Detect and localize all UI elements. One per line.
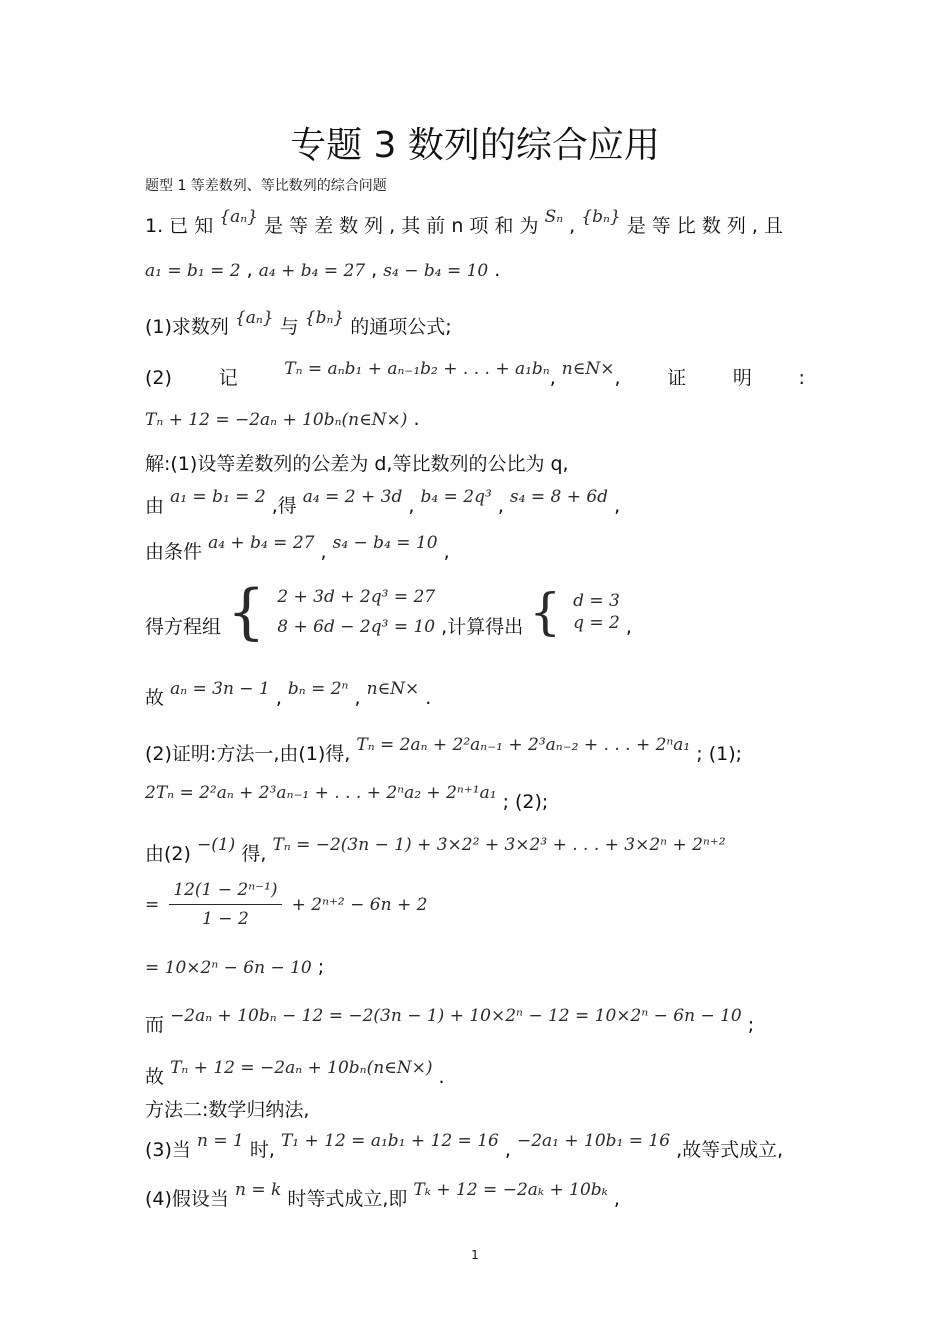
problem-statement-line-2 bbox=[145, 258, 500, 283]
text: : bbox=[798, 367, 805, 389]
text: ; bbox=[747, 1014, 755, 1036]
text: ,得 bbox=[271, 495, 297, 517]
proof-line bbox=[145, 1006, 755, 1038]
text: 证 bbox=[667, 367, 687, 389]
text: , bbox=[614, 367, 621, 389]
left-brace: { bbox=[227, 577, 266, 647]
text: ,计算得出 bbox=[441, 616, 524, 638]
text: (2)证明:方法一,由(1)得, bbox=[145, 743, 351, 765]
solution-line bbox=[145, 487, 621, 519]
text: (2) bbox=[145, 367, 172, 389]
math: {aₙ} bbox=[234, 308, 274, 328]
math: {bₙ} bbox=[581, 207, 621, 227]
proof-line bbox=[145, 735, 743, 767]
text: , bbox=[408, 495, 415, 517]
section-heading: 题型 1 等差数列、等比数列的综合问题 bbox=[145, 178, 387, 194]
math: Tₙ = aₙb₁ + aₙ₋₁b₂ + . . . + a₁bₙ bbox=[284, 359, 550, 379]
math: n∈N× bbox=[561, 359, 615, 379]
text: 由(2) bbox=[145, 843, 191, 865]
question-1 bbox=[145, 308, 452, 340]
page-number: 1 bbox=[471, 1248, 479, 1262]
solution-line bbox=[145, 533, 450, 565]
method-two-heading: 方法二:数学归纳法, bbox=[145, 1099, 310, 1121]
text: , bbox=[320, 541, 327, 563]
math: Tₖ + 12 = −2aₖ + 10bₖ bbox=[413, 1180, 608, 1200]
text: ,故等式成立, bbox=[676, 1139, 784, 1161]
proof-line bbox=[145, 955, 324, 980]
math: n = k bbox=[234, 1180, 282, 1200]
proof-line-fraction bbox=[145, 878, 427, 931]
text: ; bbox=[317, 956, 325, 978]
math: −2aₙ + 10bₙ − 12 = −2(3n − 1) + 10×2ⁿ − 12 = 10×2ⁿ − 6n − 10 bbox=[170, 1006, 742, 1026]
equation-system bbox=[277, 582, 435, 642]
math: d = 3 bbox=[573, 591, 620, 611]
math: aₙ = 3n − 1 bbox=[170, 679, 270, 699]
math: n∈N× bbox=[366, 679, 420, 699]
left-brace: { bbox=[529, 583, 562, 641]
text: . bbox=[425, 687, 432, 709]
math: 2Tₙ = 2²aₙ + 2³aₙ₋₁ + . . . + 2ⁿa₂ + 2ⁿ⁺¹a₁ bbox=[145, 783, 497, 803]
math: 8 + 6d − 2q³ = 10 bbox=[277, 617, 436, 637]
math: + 2ⁿ⁺² − 6n + 2 bbox=[291, 894, 428, 915]
text: 是 等 差 数 列 , 其 前 n 项 和 为 bbox=[263, 215, 539, 237]
math: s₄ = 8 + 6d bbox=[509, 487, 609, 507]
proof-line bbox=[145, 1058, 445, 1090]
solution-line bbox=[145, 679, 432, 711]
text: . bbox=[413, 408, 420, 430]
fraction bbox=[169, 878, 281, 931]
math: Sₙ bbox=[544, 207, 564, 227]
text: 明 bbox=[732, 367, 752, 389]
proof-line bbox=[145, 835, 726, 867]
text: 故 bbox=[145, 687, 165, 709]
text: 得, bbox=[241, 843, 267, 865]
text: 是 等 比 数 列 , 且 bbox=[626, 215, 783, 237]
math: a₄ + b₄ = 27 bbox=[258, 261, 366, 281]
equation-system-line bbox=[145, 577, 632, 647]
text: , bbox=[371, 259, 378, 281]
math: −(1) bbox=[196, 835, 236, 855]
question-2 bbox=[145, 359, 805, 391]
text: , bbox=[504, 1139, 511, 1161]
text: , bbox=[625, 616, 632, 638]
text: 由条件 bbox=[145, 541, 203, 563]
text: ; (1); bbox=[696, 743, 743, 765]
math: Tₙ + 12 = −2aₙ + 10bₙ(n∈N×) bbox=[170, 1058, 433, 1078]
math: Tₙ = −2(3n − 1) + 3×2² + 3×2³ + . . . + 3×2ⁿ + 2ⁿ⁺² bbox=[272, 835, 726, 855]
text: 由 bbox=[145, 495, 165, 517]
solution-system bbox=[573, 590, 620, 634]
math: bₙ = 2ⁿ bbox=[287, 679, 349, 699]
math: n = 1 bbox=[196, 1131, 244, 1151]
math: q = 2 bbox=[573, 613, 620, 633]
math: b₄ = 2q³ bbox=[420, 487, 492, 507]
question-2-formula bbox=[145, 407, 420, 432]
problem-statement-line-1 bbox=[145, 207, 783, 239]
induction-step-line bbox=[145, 1180, 620, 1212]
text: 而 bbox=[145, 1014, 165, 1036]
math: = bbox=[145, 894, 160, 915]
text: , bbox=[569, 215, 576, 237]
solution-intro: 解:(1)设等差数列的公差为 d,等比数列的公比为 q, bbox=[145, 453, 569, 475]
induction-base-line bbox=[145, 1131, 784, 1163]
text: , bbox=[613, 1188, 620, 1210]
math: a₁ = b₁ = 2 bbox=[170, 487, 266, 507]
math: −2a₁ + 10b₁ = 16 bbox=[516, 1131, 671, 1151]
math: Tₙ = 2aₙ + 2²aₙ₋₁ + 2³aₙ₋₂ + . . . + 2ⁿa₁ bbox=[356, 735, 691, 755]
fraction-denominator: 1 − 2 bbox=[202, 909, 249, 929]
text: 时等式成立,即 bbox=[287, 1188, 408, 1210]
text: , bbox=[549, 367, 556, 389]
math: {aₙ} bbox=[219, 207, 258, 227]
math: {bₙ} bbox=[304, 308, 345, 328]
math: s₄ − b₄ = 10 bbox=[383, 261, 489, 281]
math: Tₙ + 12 = −2aₙ + 10bₙ(n∈N×) bbox=[145, 410, 408, 430]
math: a₄ = 2 + 3d bbox=[302, 487, 403, 507]
text: , bbox=[497, 495, 504, 517]
math: = 10×2ⁿ − 6n − 10 bbox=[145, 958, 312, 978]
text: , bbox=[354, 687, 361, 709]
text: ; (2); bbox=[502, 791, 549, 813]
proof-line bbox=[145, 783, 549, 815]
text: . bbox=[494, 259, 501, 281]
math: s₄ − b₄ = 10 bbox=[332, 533, 438, 553]
text: 的通项公式; bbox=[350, 316, 452, 338]
text: (4)假设当 bbox=[145, 1188, 229, 1210]
text: 与 bbox=[279, 316, 299, 338]
text: (1)求数列 bbox=[145, 316, 229, 338]
text: 1. 已 知 bbox=[145, 215, 214, 237]
text: , bbox=[443, 541, 450, 563]
text: , bbox=[275, 687, 282, 709]
math: a₄ + b₄ = 27 bbox=[208, 533, 315, 553]
text: 得方程组 bbox=[145, 616, 222, 638]
math: T₁ + 12 = a₁b₁ + 12 = 16 bbox=[280, 1131, 499, 1151]
math: 2 + 3d + 2q³ = 27 bbox=[277, 587, 436, 607]
math: a₁ = b₁ = 2 bbox=[145, 261, 241, 281]
text: , bbox=[614, 495, 621, 517]
text: (3)当 bbox=[145, 1139, 191, 1161]
text: 记 bbox=[218, 367, 238, 389]
text: . bbox=[438, 1066, 445, 1088]
text: 时, bbox=[249, 1139, 275, 1161]
fraction-numerator: 12(1 − 2ⁿ⁻¹) bbox=[169, 878, 281, 905]
page-title: 专题 3 数列的综合应用 bbox=[290, 125, 660, 166]
text: , bbox=[246, 259, 253, 281]
text: 故 bbox=[145, 1066, 165, 1088]
